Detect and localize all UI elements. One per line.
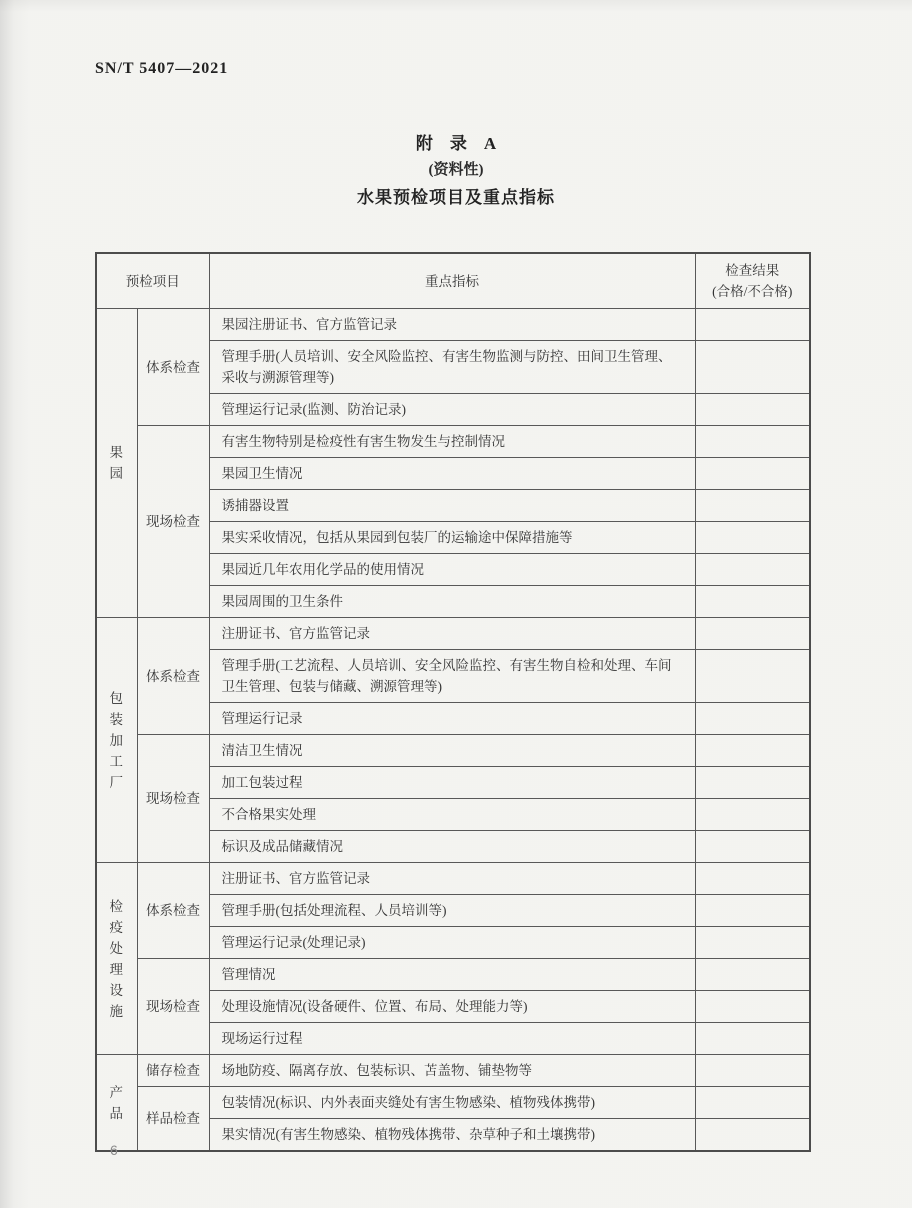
subsection-cell-storage-check: 储存检查 (137, 1055, 209, 1087)
appendix-type-label: (资料性) (428, 162, 484, 178)
table-row (96, 959, 810, 991)
result-cell (695, 959, 810, 991)
table-row (96, 735, 810, 767)
indicator-cell: 管理手册(包括处理流程、人员培训等) (209, 895, 695, 927)
indicator-cell: 管理运行记录(处理记录) (209, 927, 695, 959)
header-indicator-column: 重点指标 (209, 253, 695, 309)
header-result-line1: 检查结果 (725, 263, 780, 278)
indicator-cell: 果实情况(有害生物感染、植物残体携带、杂草种子和土壤携带) (209, 1119, 695, 1152)
result-cell (695, 618, 810, 650)
pre-inspection-table (95, 252, 811, 1152)
result-cell (695, 863, 810, 895)
indicator-cell: 果园注册证书、官方监管记录 (209, 309, 695, 341)
indicator-cell: 处理设施情况(设备硬件、位置、布局、处理能力等) (209, 991, 695, 1023)
indicator-cell: 果实采收情况，包括从果园到包装厂的运输途中保障措施等 (209, 522, 695, 554)
standard-number: SN/T 5407—2021 (95, 60, 229, 77)
indicator-cell: 管理情况 (209, 959, 695, 991)
result-cell (695, 309, 810, 341)
result-cell (695, 735, 810, 767)
indicator-cell: 清洁卫生情况 (209, 735, 695, 767)
result-cell (695, 554, 810, 586)
result-cell (695, 799, 810, 831)
indicator-cell: 管理运行记录(监测、防治记录) (209, 394, 695, 426)
group-cell-product: 产品 (96, 1055, 137, 1152)
indicator-cell: 不合格果实处理 (209, 799, 695, 831)
table-row (96, 426, 810, 458)
subsection-cell-system-check: 体系检查 (137, 309, 209, 426)
result-cell (695, 341, 810, 394)
indicator-cell: 场地防疫、隔离存放、包装标识、苫盖物、铺垫物等 (209, 1055, 695, 1087)
indicator-cell: 管理手册(人员培训、安全风险监控、有害生物监测与防控、田间卫生管理、采收与溯源管理等) (209, 341, 695, 394)
indicator-cell: 加工包装过程 (209, 767, 695, 799)
indicator-cell: 注册证书、官方监管记录 (209, 863, 695, 895)
result-cell (695, 1119, 810, 1152)
result-cell (695, 703, 810, 735)
result-cell (695, 426, 810, 458)
table-header-row (96, 253, 810, 309)
result-cell (695, 394, 810, 426)
result-cell (695, 767, 810, 799)
table-row (96, 618, 810, 650)
result-cell (695, 895, 810, 927)
result-cell (695, 1055, 810, 1087)
group-cell-packing-plant: 包装加工厂 (96, 618, 137, 863)
result-cell (695, 458, 810, 490)
indicator-cell: 有害生物特别是检疫性有害生物发生与控制情况 (209, 426, 695, 458)
header-item-column: 预检项目 (96, 253, 209, 309)
subsection-cell-system-check: 体系检查 (137, 863, 209, 959)
result-cell (695, 586, 810, 618)
result-cell (695, 1087, 810, 1119)
table-row (96, 1055, 810, 1087)
indicator-cell: 果园近几年农用化学品的使用情况 (209, 554, 695, 586)
indicator-cell: 管理手册(工艺流程、人员培训、安全风险监控、有害生物自检和处理、车间卫生管理、包装与储藏、溯源管理等) (209, 650, 695, 703)
indicator-cell: 注册证书、官方监管记录 (209, 618, 695, 650)
appendix-heading: 附 录 A (415, 134, 497, 153)
table-row (96, 863, 810, 895)
result-cell (695, 490, 810, 522)
indicator-cell: 管理运行记录 (209, 703, 695, 735)
result-cell (695, 831, 810, 863)
header-result-column (695, 253, 810, 309)
group-cell-orchard: 果园 (96, 309, 137, 618)
result-cell (695, 522, 810, 554)
result-cell (695, 650, 810, 703)
indicator-cell: 诱捕器设置 (209, 490, 695, 522)
page-number: 6 (110, 1142, 118, 1158)
header-result-line2: (合格/不合格) (712, 284, 793, 299)
subsection-cell-sample-check: 样品检查 (137, 1087, 209, 1152)
result-cell (695, 1023, 810, 1055)
indicator-cell: 标识及成品储藏情况 (209, 831, 695, 863)
appendix-title-block (0, 130, 912, 211)
subsection-cell-system-check: 体系检查 (137, 618, 209, 735)
result-cell (695, 991, 810, 1023)
indicator-cell: 果园卫生情况 (209, 458, 695, 490)
subsection-cell-site-check: 现场检查 (137, 735, 209, 863)
table-row (96, 1087, 810, 1119)
indicator-cell: 现场运行过程 (209, 1023, 695, 1055)
group-cell-quarantine-facility: 检疫处理设施 (96, 863, 137, 1055)
indicator-cell: 包装情况(标识、内外表面夹缝处有害生物感染、植物残体携带) (209, 1087, 695, 1119)
result-cell (695, 927, 810, 959)
subsection-cell-site-check: 现场检查 (137, 959, 209, 1055)
indicator-cell: 果园周围的卫生条件 (209, 586, 695, 618)
subsection-cell-site-check: 现场检查 (137, 426, 209, 618)
table-row (96, 309, 810, 341)
appendix-table-title: 水果预检项目及重点指标 (357, 188, 555, 207)
